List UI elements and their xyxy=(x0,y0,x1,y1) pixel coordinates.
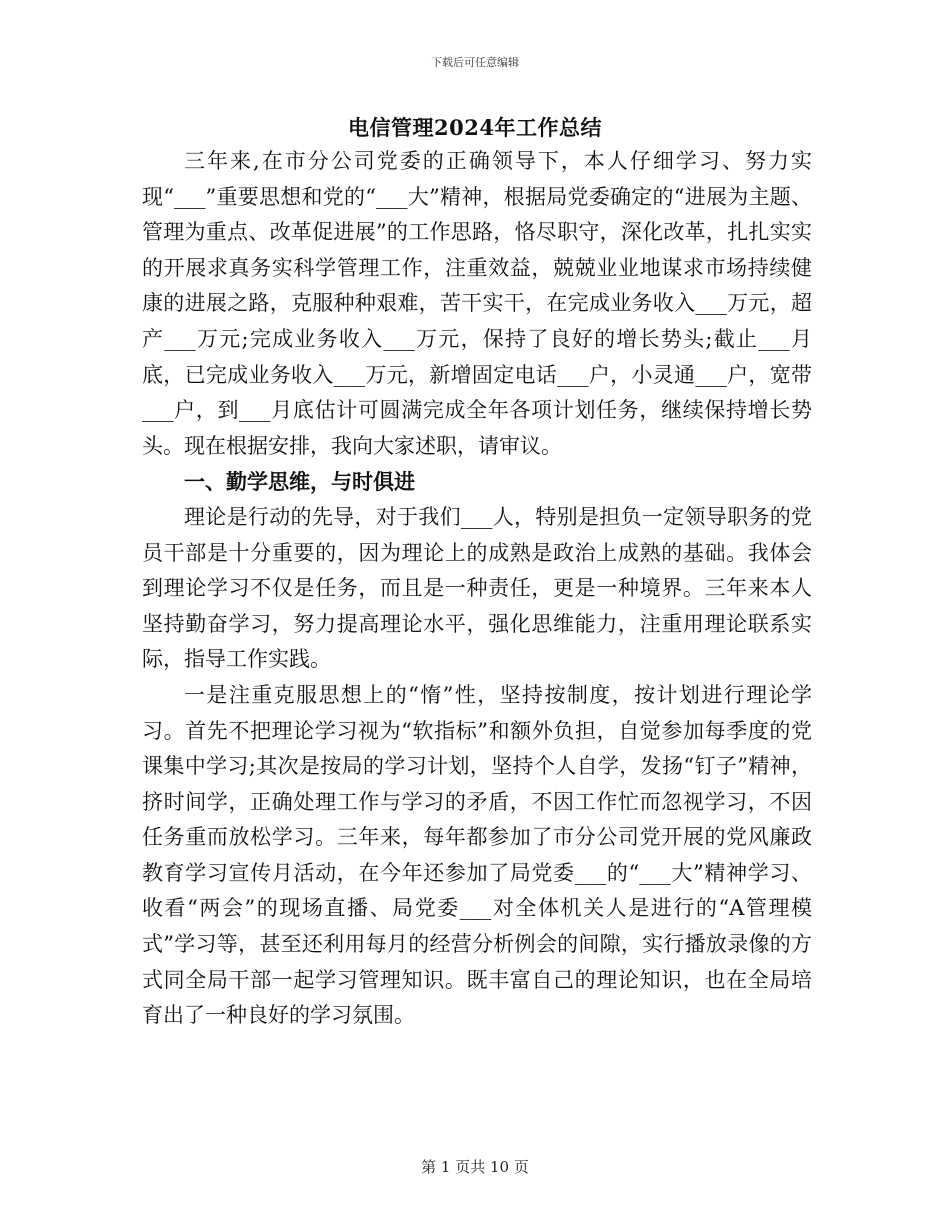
document-title: 电信管理2024年工作总结 xyxy=(348,115,602,140)
page-indicator: 第 1 页共 10 页 xyxy=(421,1158,529,1176)
section-heading: 一、勤学思维，与时俱进 xyxy=(184,469,415,495)
document-body xyxy=(142,144,812,1034)
paragraph-theory: 理论是行动的先导，对于我们___人，特别是担负一定领导职务的党员干部是十分重要的，因为理论上的成熟是政治上成熟的基础。我体会到理论学习不仅是任务，而且是一种责任，更是一种境界。三年来本人坚持勤奋学习，努力提高理论水平，强化思维能力，注重用理论联系实际，指导工作实践。 xyxy=(142,504,812,672)
header-note: 下载后可任意编辑 xyxy=(431,56,519,69)
paragraph-study: 一是注重克服思想上的“惰”性，坚持按制度，按计划进行理论学习。首先不把理论学习视为“软指标”和额外负担，自觉参加每季度的党课集中学习;其次是按局的学习计划，坚持个人自学，发扬“钉子”精神，挤时间学，正确处理工作与学习的矛盾，不因工作忙而忽视学习，不因任务重而放松学习。三年来，每年都参加了市分公司党开展的党风廉政教育学习宣传月活动，在今年还参加了局党委___的“___大”精神学习、收看“两会”的现场直播、局党委___对全体机关人是进行的“A管理模式”学习等，甚至还利用每月的经营分析例会的间隙，实行播放录像的方式同全局干部一起学习管理知识。既丰富自己的理论知识，也在全局培育出了一种良好的学习氛围。 xyxy=(142,682,812,1028)
paragraph-intro: 三年来,在市分公司党委的正确领导下，本人仔细学习、努力实现“___”重要思想和党的“___大”精神，根据局党委确定的“进展为主题、管理为重点、改革促进展”的工作思路，恪尽职守，深化改革，扎扎实实的开展求真务实科学管理工作，注重效益，兢兢业业地谋求市场持续健康的进展之路，克服种种艰难，苦干实干，在完成业务收入___万元，超产___万元;完成业务收入___万元，保持了良好的增长势头;截止___月底，已完成业务收入___万元，新增固定电话___户，小灵通___户，宽带___户，到___月底估计可圆满完成全年各项计划任务，继续保持增长势头。现在根据安排，我向大家述职，请审议。 xyxy=(142,149,812,458)
